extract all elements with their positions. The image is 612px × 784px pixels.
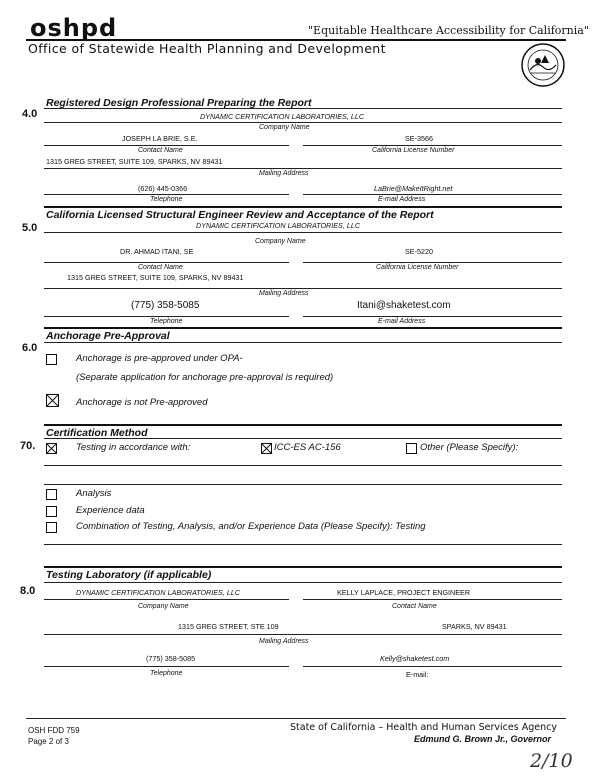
experience-label: Experience data [76, 505, 145, 516]
s4-license: SE-3566 [405, 134, 433, 143]
section-6-number: 6.0 [22, 342, 38, 354]
not-preapproved-label: Anchorage is not Pre-approved [76, 397, 208, 408]
s4-company: DYNAMIC CERTIFICATION LABORATORIES, LLC [200, 112, 365, 121]
s5-phone: (775) 358-5085 [131, 300, 200, 311]
section-5-title: California Licensed Structural Engineer Review and Acceptance of the Report [46, 209, 434, 221]
preapproved-checkbox[interactable] [46, 354, 57, 365]
header-motto: "Equitable Healthcare Accessibility for California" [308, 24, 589, 37]
section-4-title: Registered Design Professional Preparing the Report [46, 97, 312, 109]
oshpd-logo: oshpd [30, 14, 118, 42]
s8-contact-caption: Contact Name [392, 603, 437, 610]
s8-company: DYNAMIC CERTIFICATION LABORATORIES, LLC [76, 588, 241, 597]
s5-phone-caption: Telephone [150, 318, 183, 325]
icc-label: ICC-ES AC-156 [274, 442, 341, 453]
checkmark-x-icon [47, 395, 58, 406]
combination-label: Combination of Testing, Analysis, and/or Experience Data (Please Specify): Testing [76, 521, 426, 532]
california-state-seal-icon [521, 43, 565, 87]
s8-city: SPARKS, NV 89431 [442, 622, 507, 631]
s5-email-caption: E-mail Address [378, 318, 426, 325]
analysis-checkbox[interactable] [46, 489, 57, 500]
governor-name: Edmund G. Brown Jr., Governor [414, 734, 552, 744]
checkmark-x-icon [262, 444, 271, 453]
not-preapproved-checkbox[interactable] [46, 394, 59, 407]
s4-email: LaBrie@MakeItRight.net [374, 184, 453, 193]
s4-company-caption: Company Name [259, 124, 310, 131]
s5-address: 1315 GREG STREET, SUITE 109, SPARKS, NV 89431 [67, 273, 244, 282]
s4-phone: (626) 445-0366 [138, 184, 188, 193]
office-name: Office of Statewide Health Planning and Development [28, 41, 386, 56]
s8-address-caption: Mailing Address [259, 638, 309, 645]
s8-contact: KELLY LAPLACE, PROJECT ENGINEER [337, 588, 471, 597]
s4-contact-caption: Contact Name [138, 147, 183, 154]
s5-license-caption: California License Number [376, 264, 459, 271]
s5-contact-caption: Contact Name [138, 264, 183, 271]
footer-rule [26, 718, 566, 719]
agency-name: State of California – Health and Human Services Agency [290, 722, 557, 733]
s4-address-caption: Mailing Address [259, 170, 309, 177]
section-4-top-rule [44, 108, 562, 109]
section-7-title: Certification Method [46, 427, 148, 439]
preapproved-note: (Separate application for anchorage pre-approval is required) [76, 372, 334, 383]
checkmark-x-icon [47, 444, 56, 453]
s8-phone: (775) 358-5085 [146, 654, 196, 663]
section-8-title: Testing Laboratory (if applicable) [46, 569, 212, 581]
s5-contact: DR. AHMAD ITANI, SE [120, 247, 194, 256]
s8-email-caption: E-mail: [406, 670, 429, 679]
testing-label: Testing in accordance with: [76, 442, 191, 453]
s5-license: SE-5220 [405, 247, 433, 256]
experience-checkbox[interactable] [46, 506, 57, 517]
s5-address-caption: Mailing Address [259, 290, 309, 297]
section-7-number: 70. [20, 440, 36, 452]
section-6-title: Anchorage Pre-Approval [46, 330, 170, 342]
s5-company-caption: Company Name [255, 238, 306, 245]
form-number: OSH FDD 759 [28, 726, 80, 735]
s8-company-caption: Company Name [138, 603, 189, 610]
s8-email: Kelly@shaketest.com [380, 654, 450, 663]
section-4-number: 4.0 [22, 108, 38, 120]
section-5-number: 5.0 [22, 222, 38, 234]
testing-checkbox[interactable] [46, 443, 57, 454]
preapproved-label: Anchorage is pre-approved under OPA- [76, 353, 243, 364]
s5-company: DYNAMIC CERTIFICATION LABORATORIES, LLC [196, 221, 361, 230]
analysis-label: Analysis [76, 488, 112, 499]
other-checkbox[interactable] [406, 443, 417, 454]
section-8-number: 8.0 [20, 585, 36, 597]
s8-phone-caption: Telephone [150, 670, 183, 677]
other-label: Other (Please Specify): [420, 442, 519, 453]
s4-address: 1315 GREG STREET, SUITE 109, SPARKS, NV 89431 [46, 157, 223, 166]
handwritten-note: 2/10 [530, 750, 573, 772]
s5-email: Itani@shaketest.com [357, 300, 451, 311]
s4-license-caption: California License Number [372, 147, 455, 154]
icc-checkbox[interactable] [261, 443, 272, 454]
s4-phone-caption: Telephone [150, 196, 183, 203]
s8-street: 1315 GREG STREET, STE 109 [178, 622, 279, 631]
s4-contact: JOSEPH LA BRIE, S.E. [122, 134, 198, 143]
page-number: Page 2 of 3 [28, 737, 69, 746]
combination-checkbox[interactable] [46, 522, 57, 533]
s4-email-caption: E-mail Address [378, 196, 426, 203]
